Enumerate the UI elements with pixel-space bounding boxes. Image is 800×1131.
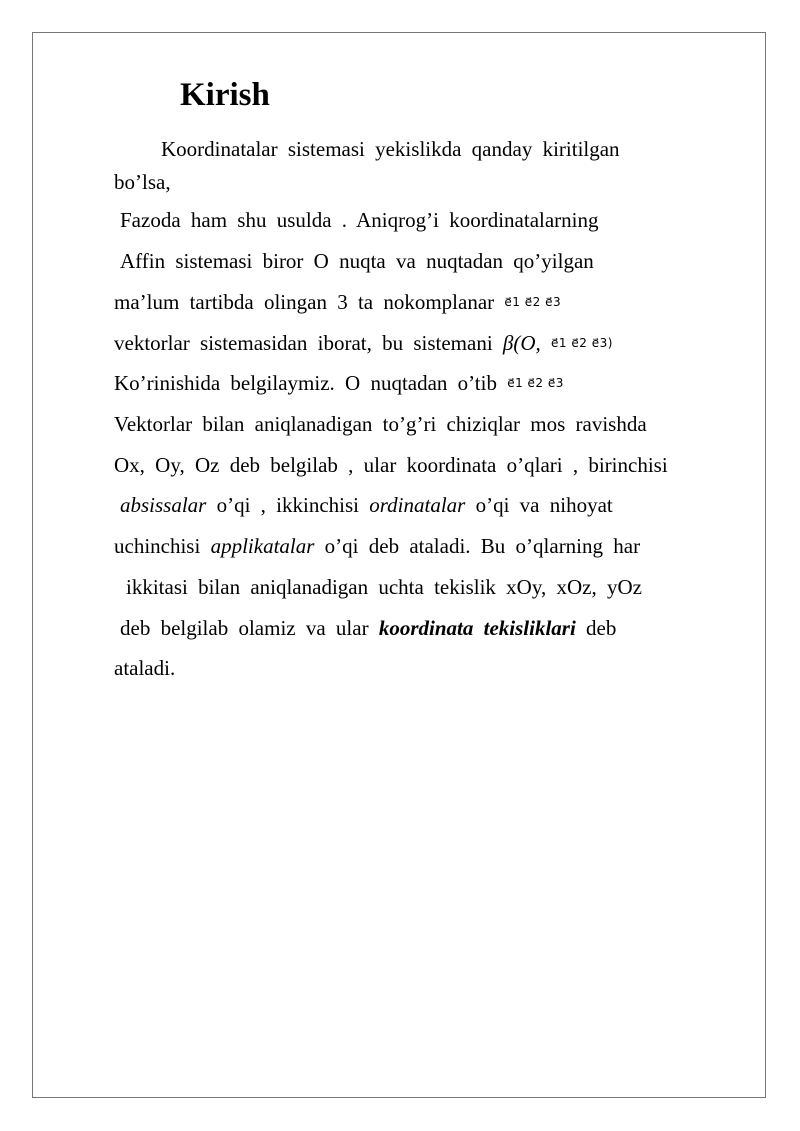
paragraph-text: o’qi , ikkinchisi	[206, 493, 370, 517]
paragraph-text: deb belgilab olamiz va ular	[120, 616, 379, 640]
paragraph-line: Fazoda ham shu usulda . Aniqrog’i koordinatalarning	[120, 208, 599, 232]
vector-basis-symbols: e⃗1 e⃗2 e⃗3	[504, 295, 562, 309]
paragraph-line	[114, 373, 564, 394]
paragraph-line	[114, 333, 613, 354]
paragraph-line: Vektorlar bilan aniqlanadigan to’g’ri chiziqlar mos ravishda	[114, 412, 647, 436]
page-title: Kirish	[180, 77, 270, 113]
vector-basis-symbols: e⃗1 e⃗2 e⃗3	[507, 376, 564, 390]
paragraph-line: ataladi.	[114, 656, 176, 680]
beta-symbol: β(O,	[502, 331, 541, 355]
paragraph-line	[120, 618, 616, 639]
paragraph-line: ikkitasi bilan aniqlanadigan uchta tekislik xOy, xOz, yOz	[126, 575, 642, 599]
paragraph-line	[120, 495, 613, 516]
paragraph-line: Koordinatalar sistemasi yekislikda qanday kiritilgan	[161, 137, 620, 161]
term-ordinatalar: ordinatalar	[369, 493, 466, 517]
term-applikatalar: applikatalar	[210, 534, 315, 558]
paragraph-text: vektorlar sistemasidan iborat, bu sistemani	[114, 331, 493, 355]
paragraph-text: o’qi va nihoyat	[465, 493, 613, 517]
term-absissalar: absissalar	[120, 493, 207, 517]
paragraph-text: uchinchisi	[114, 534, 211, 558]
paragraph-text: Ko’rinishida belgilaymiz. O nuqtadan o’tib	[114, 371, 497, 395]
paragraph-text: o’qi deb ataladi. Bu o’qlarning har	[314, 534, 641, 558]
paragraph-text: deb	[575, 616, 617, 640]
paragraph-line: Affin sistemasi biror O nuqta va nuqtadan qo’yilgan	[120, 249, 594, 273]
paragraph-line: Ox, Oy, Oz deb belgilab , ular koordinata o’qlari , birinchisi	[114, 453, 668, 477]
paragraph-text: ma’lum tartibda olingan 3 ta nokomplanar	[114, 290, 495, 314]
vector-basis-symbols: e⃗1 e⃗2 e⃗3)	[551, 336, 613, 350]
term-koordinata-tekisliklari: koordinata tekisliklari	[378, 616, 576, 640]
paragraph-line: bo’lsa,	[114, 170, 171, 194]
paragraph-line	[114, 536, 640, 557]
paragraph-line	[114, 292, 561, 313]
